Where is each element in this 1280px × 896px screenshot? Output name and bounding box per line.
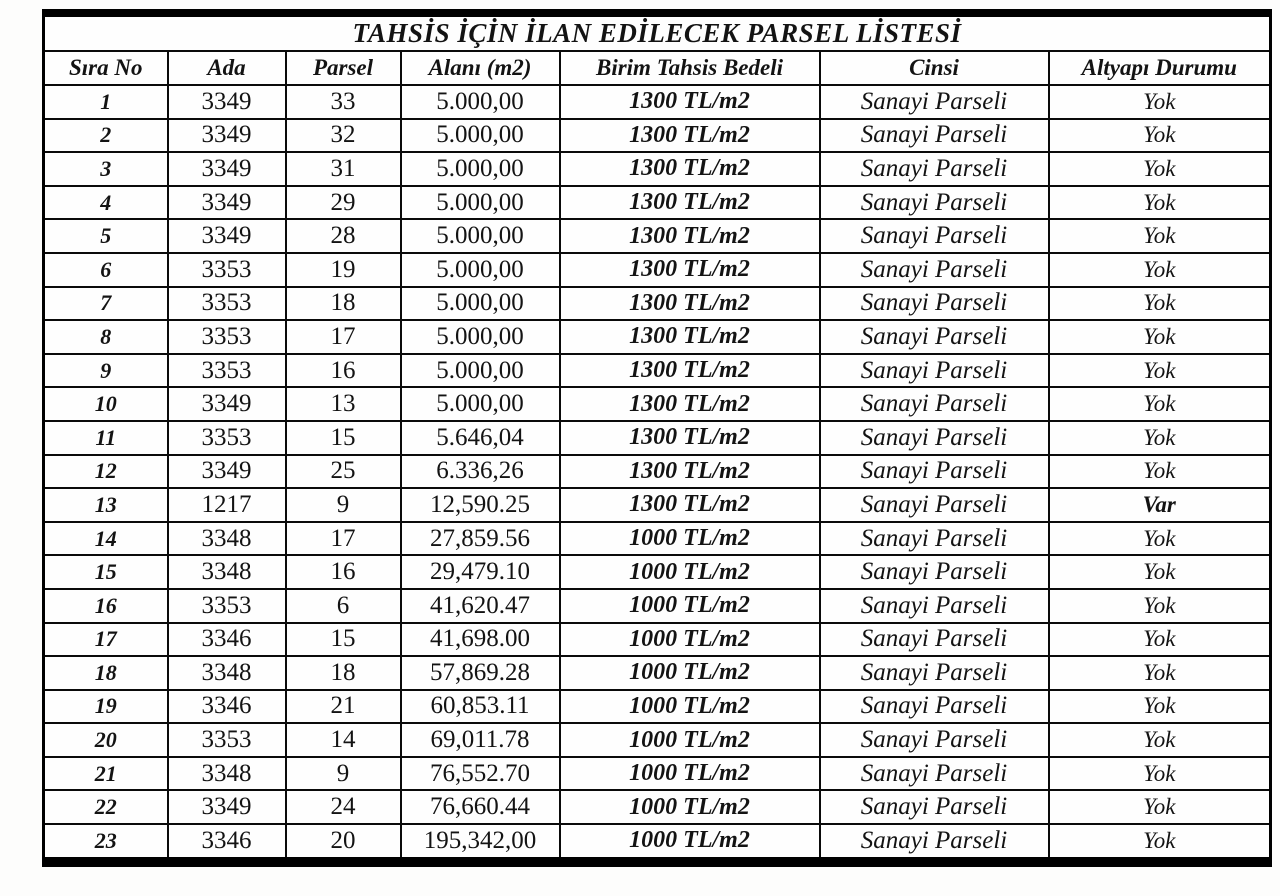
cell-parsel: 13 — [286, 387, 401, 421]
cell-sira-no: 21 — [44, 757, 168, 791]
cell-alani: 60,853.11 — [401, 690, 560, 724]
cell-alani: 41,620.47 — [401, 589, 560, 623]
cell-alani: 6.336,26 — [401, 455, 560, 489]
table-row — [44, 152, 1271, 186]
cell-birim-tahsis-bedeli: 1000 TL/m2 — [560, 824, 820, 862]
cell-ada: 3348 — [168, 555, 286, 589]
table-row — [44, 555, 1271, 589]
cell-alani: 5.646,04 — [401, 421, 560, 455]
cell-birim-tahsis-bedeli: 1300 TL/m2 — [560, 152, 820, 186]
cell-sira-no: 13 — [44, 488, 168, 522]
cell-sira-no: 22 — [44, 790, 168, 824]
cell-sira-no: 17 — [44, 623, 168, 657]
cell-alani: 5.000,00 — [401, 219, 560, 253]
table-row — [44, 320, 1271, 354]
cell-parsel: 25 — [286, 455, 401, 489]
cell-altyapi-durumu: Yok — [1049, 287, 1271, 321]
cell-cinsi: Sanayi Parseli — [820, 656, 1049, 690]
cell-sira-no: 10 — [44, 387, 168, 421]
cell-altyapi-durumu: Yok — [1049, 623, 1271, 657]
cell-ada: 3349 — [168, 455, 286, 489]
cell-ada: 3353 — [168, 287, 286, 321]
cell-ada: 3348 — [168, 757, 286, 791]
cell-cinsi: Sanayi Parseli — [820, 790, 1049, 824]
cell-sira-no: 5 — [44, 219, 168, 253]
cell-birim-tahsis-bedeli: 1300 TL/m2 — [560, 119, 820, 153]
cell-ada: 3353 — [168, 253, 286, 287]
cell-ada: 3349 — [168, 186, 286, 220]
cell-parsel: 20 — [286, 824, 401, 862]
cell-alani: 41,698.00 — [401, 623, 560, 657]
cell-birim-tahsis-bedeli: 1000 TL/m2 — [560, 790, 820, 824]
cell-sira-no: 11 — [44, 421, 168, 455]
cell-parsel: 18 — [286, 287, 401, 321]
cell-ada: 3346 — [168, 824, 286, 862]
cell-birim-tahsis-bedeli: 1300 TL/m2 — [560, 488, 820, 522]
cell-altyapi-durumu: Yok — [1049, 219, 1271, 253]
table-title-row — [44, 13, 1271, 51]
cell-parsel: 21 — [286, 690, 401, 724]
column-header-birim-tahsis-bedeli: Birim Tahsis Bedeli — [560, 51, 820, 85]
parcel-list-table — [42, 9, 1272, 867]
cell-cinsi: Sanayi Parseli — [820, 219, 1049, 253]
cell-parsel: 24 — [286, 790, 401, 824]
cell-sira-no: 9 — [44, 354, 168, 388]
table-row — [44, 656, 1271, 690]
cell-cinsi: Sanayi Parseli — [820, 757, 1049, 791]
column-header-altyapi-durumu: Altyapı Durumu — [1049, 51, 1271, 85]
cell-cinsi: Sanayi Parseli — [820, 455, 1049, 489]
cell-parsel: 31 — [286, 152, 401, 186]
cell-alani: 57,869.28 — [401, 656, 560, 690]
cell-sira-no: 6 — [44, 253, 168, 287]
cell-birim-tahsis-bedeli: 1300 TL/m2 — [560, 253, 820, 287]
table-row — [44, 824, 1271, 862]
cell-sira-no: 2 — [44, 119, 168, 153]
cell-ada: 3349 — [168, 387, 286, 421]
cell-ada: 3349 — [168, 790, 286, 824]
cell-sira-no: 18 — [44, 656, 168, 690]
cell-cinsi: Sanayi Parseli — [820, 85, 1049, 119]
cell-parsel: 15 — [286, 421, 401, 455]
cell-altyapi-durumu: Yok — [1049, 723, 1271, 757]
table-row — [44, 387, 1271, 421]
cell-birim-tahsis-bedeli: 1300 TL/m2 — [560, 354, 820, 388]
cell-parsel: 29 — [286, 186, 401, 220]
cell-altyapi-durumu: Yok — [1049, 824, 1271, 862]
cell-altyapi-durumu: Var — [1049, 488, 1271, 522]
column-header-ada: Ada — [168, 51, 286, 85]
cell-ada: 3346 — [168, 690, 286, 724]
cell-sira-no: 15 — [44, 555, 168, 589]
cell-ada: 3353 — [168, 421, 286, 455]
cell-birim-tahsis-bedeli: 1000 TL/m2 — [560, 656, 820, 690]
cell-ada: 3353 — [168, 589, 286, 623]
cell-birim-tahsis-bedeli: 1300 TL/m2 — [560, 219, 820, 253]
cell-alani: 76,660.44 — [401, 790, 560, 824]
cell-ada: 3349 — [168, 152, 286, 186]
cell-alani: 5.000,00 — [401, 119, 560, 153]
cell-altyapi-durumu: Yok — [1049, 354, 1271, 388]
cell-sira-no: 16 — [44, 589, 168, 623]
cell-ada: 1217 — [168, 488, 286, 522]
cell-sira-no: 14 — [44, 522, 168, 556]
cell-ada: 3349 — [168, 85, 286, 119]
cell-altyapi-durumu: Yok — [1049, 690, 1271, 724]
page-title: TAHSİS İÇİN İLAN EDİLECEK PARSEL LİSTESİ — [44, 13, 1271, 51]
cell-parsel: 33 — [286, 85, 401, 119]
cell-sira-no: 20 — [44, 723, 168, 757]
table-row — [44, 488, 1271, 522]
cell-alani: 5.000,00 — [401, 85, 560, 119]
cell-alani: 27,859.56 — [401, 522, 560, 556]
cell-cinsi: Sanayi Parseli — [820, 488, 1049, 522]
table-row — [44, 287, 1271, 321]
cell-altyapi-durumu: Yok — [1049, 790, 1271, 824]
cell-altyapi-durumu: Yok — [1049, 455, 1271, 489]
cell-cinsi: Sanayi Parseli — [820, 421, 1049, 455]
cell-sira-no: 3 — [44, 152, 168, 186]
cell-altyapi-durumu: Yok — [1049, 757, 1271, 791]
cell-cinsi: Sanayi Parseli — [820, 690, 1049, 724]
cell-parsel: 9 — [286, 488, 401, 522]
cell-altyapi-durumu: Yok — [1049, 85, 1271, 119]
cell-parsel: 15 — [286, 623, 401, 657]
cell-birim-tahsis-bedeli: 1000 TL/m2 — [560, 555, 820, 589]
cell-cinsi: Sanayi Parseli — [820, 152, 1049, 186]
cell-parsel: 16 — [286, 354, 401, 388]
cell-cinsi: Sanayi Parseli — [820, 723, 1049, 757]
cell-altyapi-durumu: Yok — [1049, 589, 1271, 623]
cell-cinsi: Sanayi Parseli — [820, 522, 1049, 556]
cell-alani: 195,342,00 — [401, 824, 560, 862]
cell-cinsi: Sanayi Parseli — [820, 623, 1049, 657]
cell-parsel: 32 — [286, 119, 401, 153]
cell-cinsi: Sanayi Parseli — [820, 555, 1049, 589]
cell-sira-no: 1 — [44, 85, 168, 119]
cell-birim-tahsis-bedeli: 1300 TL/m2 — [560, 421, 820, 455]
cell-altyapi-durumu: Yok — [1049, 186, 1271, 220]
cell-ada: 3346 — [168, 623, 286, 657]
column-header-parsel: Parsel — [286, 51, 401, 85]
table-row — [44, 790, 1271, 824]
cell-sira-no: 8 — [44, 320, 168, 354]
cell-cinsi: Sanayi Parseli — [820, 354, 1049, 388]
table-header-row — [44, 51, 1271, 85]
table-row — [44, 757, 1271, 791]
table-row — [44, 421, 1271, 455]
cell-altyapi-durumu: Yok — [1049, 421, 1271, 455]
cell-birim-tahsis-bedeli: 1000 TL/m2 — [560, 623, 820, 657]
cell-alani: 5.000,00 — [401, 253, 560, 287]
cell-ada: 3348 — [168, 656, 286, 690]
cell-altyapi-durumu: Yok — [1049, 387, 1271, 421]
cell-cinsi: Sanayi Parseli — [820, 824, 1049, 862]
table-body — [44, 85, 1271, 862]
table-row — [44, 455, 1271, 489]
cell-ada: 3348 — [168, 522, 286, 556]
cell-altyapi-durumu: Yok — [1049, 320, 1271, 354]
cell-birim-tahsis-bedeli: 1300 TL/m2 — [560, 85, 820, 119]
cell-altyapi-durumu: Yok — [1049, 522, 1271, 556]
cell-sira-no: 23 — [44, 824, 168, 862]
cell-sira-no: 19 — [44, 690, 168, 724]
cell-ada: 3349 — [168, 119, 286, 153]
cell-ada: 3353 — [168, 354, 286, 388]
table-row — [44, 623, 1271, 657]
table-row — [44, 119, 1271, 153]
cell-cinsi: Sanayi Parseli — [820, 119, 1049, 153]
cell-cinsi: Sanayi Parseli — [820, 320, 1049, 354]
cell-birim-tahsis-bedeli: 1000 TL/m2 — [560, 589, 820, 623]
cell-parsel: 9 — [286, 757, 401, 791]
cell-parsel: 17 — [286, 522, 401, 556]
cell-parsel: 28 — [286, 219, 401, 253]
cell-alani: 5.000,00 — [401, 287, 560, 321]
cell-parsel: 16 — [286, 555, 401, 589]
cell-sira-no: 4 — [44, 186, 168, 220]
table-row — [44, 219, 1271, 253]
table-row — [44, 186, 1271, 220]
cell-birim-tahsis-bedeli: 1000 TL/m2 — [560, 690, 820, 724]
cell-birim-tahsis-bedeli: 1300 TL/m2 — [560, 455, 820, 489]
cell-birim-tahsis-bedeli: 1300 TL/m2 — [560, 287, 820, 321]
column-header-sira-no: Sıra No — [44, 51, 168, 85]
cell-cinsi: Sanayi Parseli — [820, 287, 1049, 321]
cell-cinsi: Sanayi Parseli — [820, 387, 1049, 421]
cell-altyapi-durumu: Yok — [1049, 152, 1271, 186]
cell-parsel: 6 — [286, 589, 401, 623]
table-row — [44, 589, 1271, 623]
cell-birim-tahsis-bedeli: 1300 TL/m2 — [560, 387, 820, 421]
cell-parsel: 17 — [286, 320, 401, 354]
cell-birim-tahsis-bedeli: 1000 TL/m2 — [560, 522, 820, 556]
cell-cinsi: Sanayi Parseli — [820, 253, 1049, 287]
table-row — [44, 354, 1271, 388]
cell-alani: 5.000,00 — [401, 387, 560, 421]
cell-alani: 76,552.70 — [401, 757, 560, 791]
table-row — [44, 723, 1271, 757]
table-row — [44, 522, 1271, 556]
cell-cinsi: Sanayi Parseli — [820, 589, 1049, 623]
cell-alani: 5.000,00 — [401, 152, 560, 186]
cell-alani: 5.000,00 — [401, 186, 560, 220]
cell-ada: 3353 — [168, 723, 286, 757]
cell-alani: 29,479.10 — [401, 555, 560, 589]
column-header-cinsi: Cinsi — [820, 51, 1049, 85]
column-header-alani: Alanı (m2) — [401, 51, 560, 85]
cell-altyapi-durumu: Yok — [1049, 555, 1271, 589]
cell-sira-no: 12 — [44, 455, 168, 489]
cell-ada: 3353 — [168, 320, 286, 354]
cell-alani: 5.000,00 — [401, 354, 560, 388]
cell-birim-tahsis-bedeli: 1000 TL/m2 — [560, 757, 820, 791]
cell-alani: 5.000,00 — [401, 320, 560, 354]
cell-parsel: 18 — [286, 656, 401, 690]
cell-ada: 3349 — [168, 219, 286, 253]
cell-cinsi: Sanayi Parseli — [820, 186, 1049, 220]
cell-alani: 69,011.78 — [401, 723, 560, 757]
cell-altyapi-durumu: Yok — [1049, 656, 1271, 690]
cell-birim-tahsis-bedeli: 1300 TL/m2 — [560, 186, 820, 220]
cell-altyapi-durumu: Yok — [1049, 119, 1271, 153]
table-row — [44, 690, 1271, 724]
table-row — [44, 253, 1271, 287]
cell-parsel: 14 — [286, 723, 401, 757]
cell-birim-tahsis-bedeli: 1000 TL/m2 — [560, 723, 820, 757]
cell-birim-tahsis-bedeli: 1300 TL/m2 — [560, 320, 820, 354]
cell-altyapi-durumu: Yok — [1049, 253, 1271, 287]
cell-alani: 12,590.25 — [401, 488, 560, 522]
cell-sira-no: 7 — [44, 287, 168, 321]
cell-parsel: 19 — [286, 253, 401, 287]
table-row — [44, 85, 1271, 119]
